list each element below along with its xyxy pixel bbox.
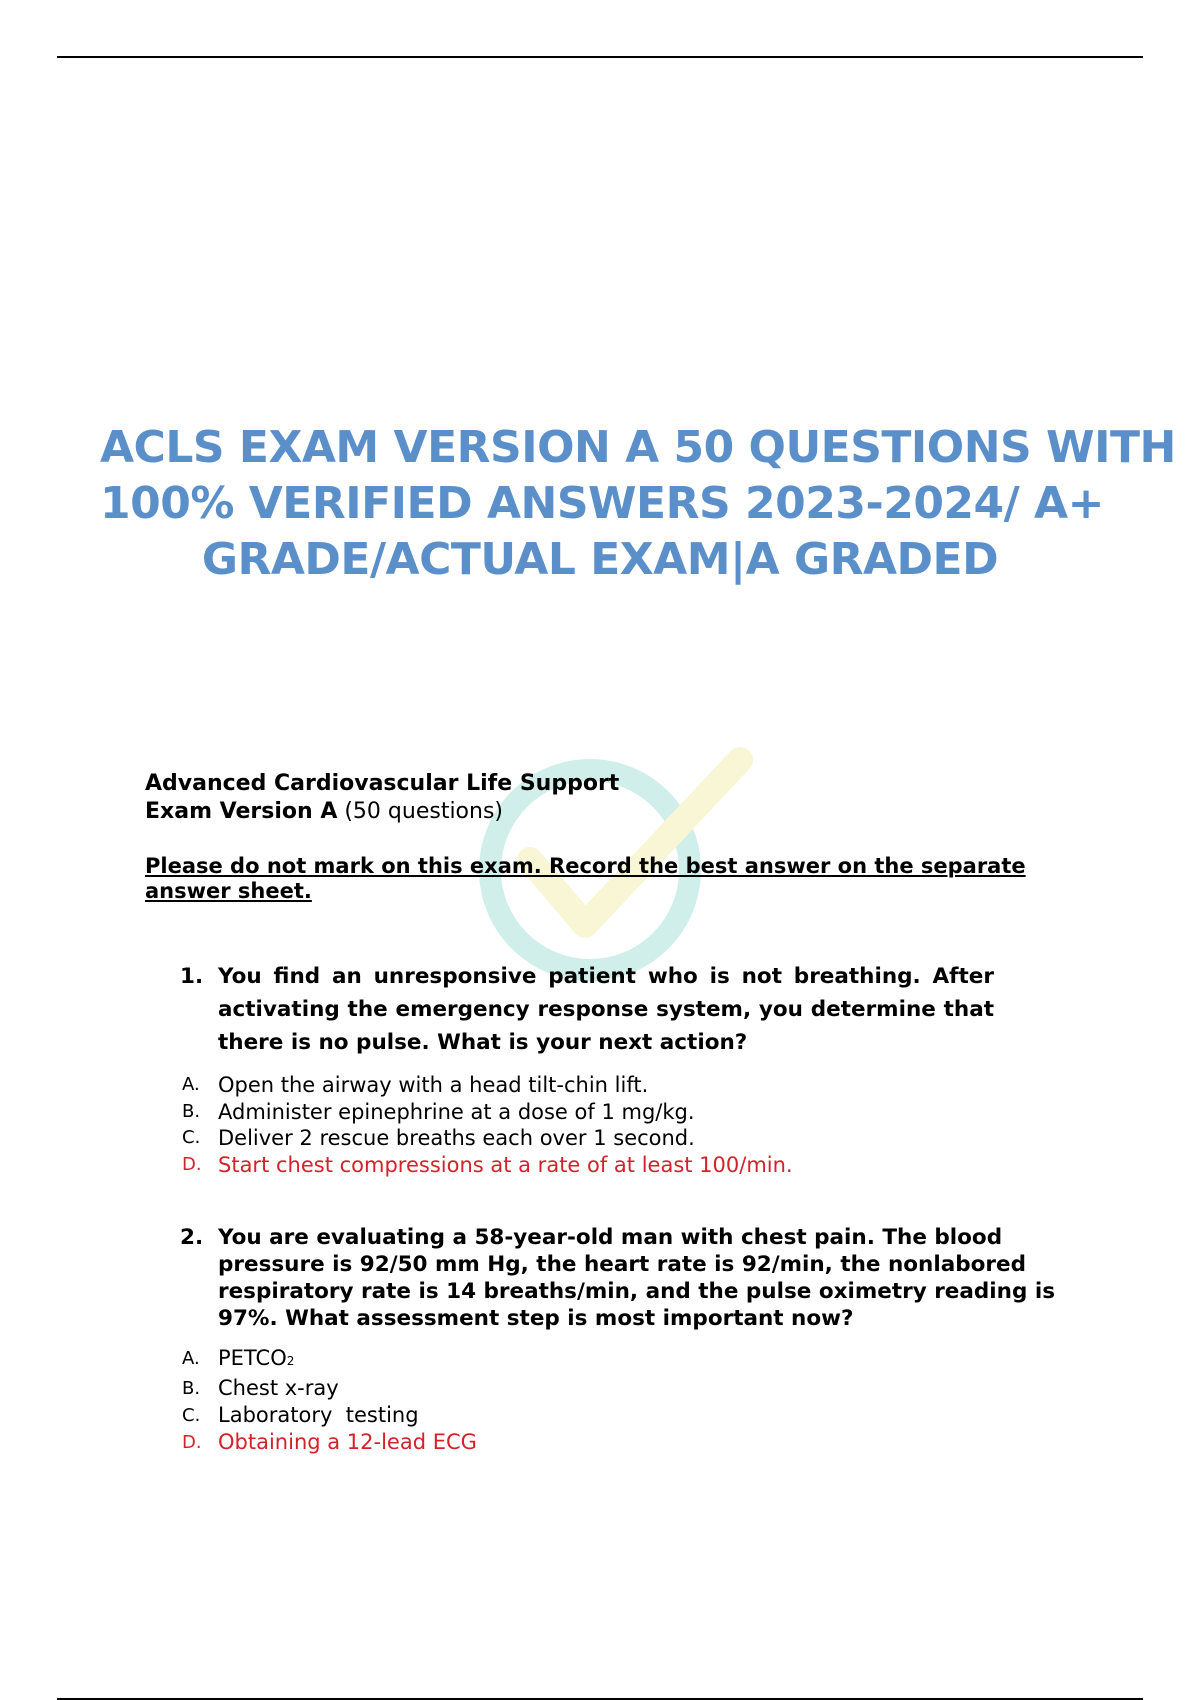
question-number: 2. — [180, 1225, 204, 1250]
option-text: PETCO — [218, 1346, 287, 1370]
option-a — [182, 1072, 793, 1099]
option-d-correct-answer — [182, 1152, 793, 1179]
option-text: Start chest compressions at a rate of at least 100/min. — [218, 1152, 793, 1177]
course-name: Advanced Cardiovascular Life Support — [145, 771, 620, 796]
option-c — [182, 1402, 477, 1429]
option-letter: C. — [182, 1405, 201, 1426]
title-line: GRADE/ACTUAL EXAM|A GRADED — [201, 534, 999, 585]
option-text: Laboratory testing — [218, 1403, 419, 1427]
option-a — [182, 1345, 477, 1375]
option-text: Deliver 2 rescue breaths each over 1 second. — [218, 1126, 695, 1150]
exam-intro — [145, 770, 619, 826]
option-b — [182, 1375, 477, 1402]
exam-version-label: Exam Version A — [145, 799, 338, 824]
option-b — [182, 1099, 793, 1126]
instructions-note: Please do not mark on this exam. Record the best answer on the separate answer sheet. — [145, 854, 1026, 903]
option-letter: B. — [182, 1378, 201, 1399]
option-text: Open the airway with a head tilt-chin lift. — [218, 1073, 649, 1097]
title-line: 100% VERIFIED ANSWERS 2023-2024/ A+ — [100, 478, 1104, 529]
exam-version — [145, 798, 619, 826]
title-line: ACLS EXAM VERSION A 50 QUESTIONS WITH — [100, 422, 1176, 473]
option-c — [182, 1125, 793, 1152]
option-letter: D. — [182, 1432, 202, 1453]
option-letter: C. — [182, 1127, 201, 1148]
option-d-correct-answer — [182, 1429, 477, 1456]
question-count: (50 questions) — [337, 799, 503, 824]
option-text: Administer epinephrine at a dose of 1 mg/kg. — [218, 1099, 695, 1124]
option-subscript: 2 — [286, 1354, 295, 1368]
question-number: 1. — [180, 964, 204, 989]
option-text: Chest x-ray — [218, 1376, 339, 1400]
option-text: Obtaining a 12-lead ECG — [218, 1430, 477, 1454]
option-letter: B. — [182, 1100, 201, 1122]
question-text: You find an unresponsive patient who is not breathing. After activating the emergency response system, you determine that there is no pulse. What is your next action? — [218, 964, 994, 1055]
question-2 — [180, 1224, 1080, 1332]
question-text: You are evaluating a 58-year-old man with chest pain. The blood pressure is 92/50 mm Hg, the heart rate is 92/min, the nonlabored respiratory rate is 14 breaths/min, and the pulse oximetry reading is 97%. What assessment step is most important now? — [218, 1225, 1056, 1331]
top-rule — [57, 56, 1143, 58]
option-letter: A. — [182, 1074, 200, 1095]
document-title — [100, 420, 1176, 588]
option-letter: D. — [182, 1153, 202, 1175]
question-2-options — [182, 1345, 477, 1456]
option-letter: A. — [182, 1348, 200, 1369]
question-1-options — [182, 1072, 793, 1178]
question-1 — [180, 960, 1080, 1059]
